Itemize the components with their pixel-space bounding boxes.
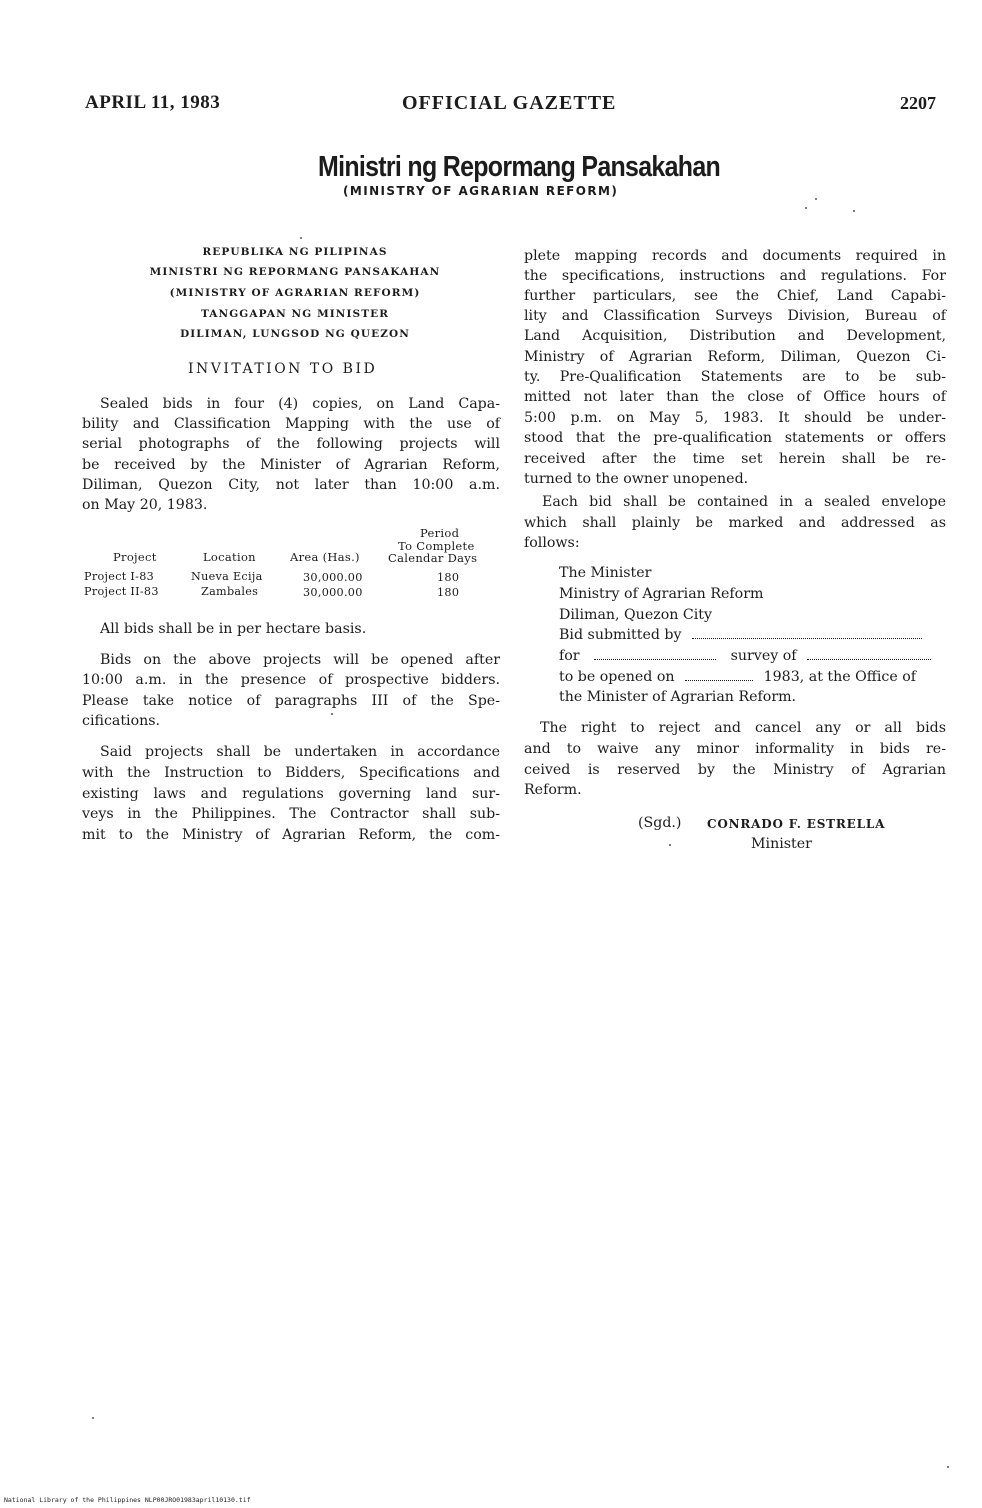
paragraph-line: Sealed bids in four (4) copies, on Land Capa- bbox=[100, 396, 500, 412]
paragraph-line: received after the time set herein shall be re- bbox=[524, 451, 946, 467]
submitted-by-label: Bid submitted by bbox=[559, 627, 682, 643]
address-line: The Minister bbox=[559, 565, 652, 581]
paragraph-line: Bids on the above projects will be opened after bbox=[100, 652, 500, 668]
paragraph-line: plete mapping records and documents required in bbox=[524, 248, 946, 264]
opened-on-label: to be opened on bbox=[559, 669, 675, 685]
address-line: Ministry of Agrarian Reform bbox=[559, 586, 764, 602]
paragraph-line: 10:00 a.m. in the presence of prospective bidders. bbox=[82, 672, 500, 688]
paragraph-line: Said projects shall be undertaken in accordance bbox=[100, 744, 500, 760]
page-number: 2207 bbox=[900, 93, 936, 113]
address-line: the Minister of Agrarian Reform. bbox=[559, 689, 797, 705]
paragraph-line: The right to reject and cancel any or all bids bbox=[540, 720, 946, 736]
paragraph-line: cifications. bbox=[82, 713, 161, 729]
table-header-area: Area (Has.) bbox=[290, 550, 360, 564]
table-cell: Nueva Ecija bbox=[191, 570, 263, 583]
paragraph-line: on May 20, 1983. bbox=[82, 497, 208, 513]
paragraph-line: mitted not later than the close of Office hours of bbox=[524, 389, 946, 405]
signatory-title: Minister bbox=[751, 836, 812, 852]
ministry-title: Ministri ng Repormang Pansakahan bbox=[318, 151, 721, 183]
paragraph-line: Diliman, Quezon City, not later than 10:00 a.m. bbox=[82, 477, 500, 493]
paragraph-line: with the Instruction to Bidders, Specifications and bbox=[82, 765, 500, 781]
issuer-line: TANGGAPAN NG MINISTER bbox=[200, 308, 390, 320]
paragraph-line: Reform. bbox=[524, 782, 582, 798]
table-cell: 30,000.00 bbox=[303, 586, 363, 599]
paragraph-line: follows: bbox=[524, 535, 580, 551]
ministry-subtitle: (MINISTRY OF AGRARIAN REFORM) bbox=[343, 184, 619, 198]
issue-date: APRIL 11, 1983 bbox=[85, 92, 221, 113]
notice-heading: INVITATION TO BID bbox=[188, 361, 378, 377]
paragraph-line: All bids shall be in per hectare basis. bbox=[100, 621, 367, 637]
issuer-line: MINISTRI NG REPORMANG PANSAKAHAN bbox=[149, 266, 441, 278]
table-cell: Project I-83 bbox=[84, 570, 155, 583]
paragraph-line: Each bid shall be contained in a sealed envelope bbox=[542, 494, 946, 510]
table-cell: 180 bbox=[437, 571, 460, 584]
address-line bbox=[559, 627, 922, 643]
publication-title: OFFICIAL GAZETTE bbox=[402, 92, 617, 114]
paragraph-line: bility and Classification Mapping with the use of bbox=[82, 416, 500, 432]
address-line bbox=[559, 669, 916, 685]
for-label: for bbox=[559, 648, 580, 664]
signatory-name: CONRADO F. ESTRELLA bbox=[707, 817, 886, 831]
paragraph-line: ceived is reserved by the Ministry of Agrarian bbox=[524, 762, 946, 778]
paragraph-line: existing laws and regulations governing land sur- bbox=[82, 786, 500, 802]
paragraph-line: veys in the Philippines. The Contractor shall sub- bbox=[82, 806, 500, 822]
paragraph-line: further particulars, see the Chief, Land Capabi- bbox=[524, 288, 946, 304]
issuer-line: REPUBLIKA NG PILIPINAS bbox=[202, 246, 388, 258]
table-header-period: To Complete bbox=[398, 539, 475, 553]
issuer-line: DILIMAN, LUNGSOD NG QUEZON bbox=[180, 328, 410, 340]
paragraph-line: ty. Pre-Qualification Statements are to be sub- bbox=[524, 369, 946, 385]
paragraph-line: Land Acquisition, Distribution and Development, bbox=[524, 328, 946, 344]
table-cell: Zambales bbox=[201, 585, 259, 598]
paragraph-line: Please take notice of paragraphs III of the Spe- bbox=[82, 693, 500, 709]
address-line: Diliman, Quezon City bbox=[559, 607, 712, 623]
paragraph-line: which shall plainly be marked and addressed as bbox=[524, 515, 946, 531]
paragraph-line: lity and Classification Surveys Division, Bureau of bbox=[524, 308, 946, 324]
paragraph-line: serial photographs of the following projects will bbox=[82, 436, 500, 452]
table-header-project: Project bbox=[113, 550, 157, 564]
table-cell: Project II-83 bbox=[84, 585, 159, 598]
table-cell: 180 bbox=[437, 586, 460, 599]
paragraph-line: turned to the owner unopened. bbox=[524, 471, 749, 487]
paragraph-line: be received by the Minister of Agrarian Reform, bbox=[82, 457, 500, 473]
paragraph-line: and to waive any minor informality in bids re- bbox=[524, 741, 946, 757]
table-cell: 30,000.00 bbox=[303, 571, 363, 584]
opened-year: 1983, at the Office of bbox=[763, 669, 917, 685]
issuer-line: (MINISTRY OF AGRARIAN REFORM) bbox=[169, 287, 421, 299]
paragraph-line: mit to the Ministry of Agrarian Reform, the com- bbox=[82, 827, 500, 843]
opened-on-blank bbox=[685, 680, 753, 681]
paragraph-line: Ministry of Agrarian Reform, Diliman, Quezon Ci- bbox=[524, 349, 946, 365]
paragraph-line: stood that the pre-qualification statements or offers bbox=[524, 430, 946, 446]
table-header-period: Period bbox=[420, 526, 460, 540]
sgd-mark: (Sgd.) bbox=[638, 815, 682, 831]
paragraph-line: the specifications, instructions and regulations. For bbox=[524, 268, 946, 284]
for-blank bbox=[594, 659, 716, 660]
scan-source-footer: National Library of the Philippines NLP00JRO01983april10130.tif bbox=[4, 1496, 251, 1504]
table-header-period: Calendar Days bbox=[388, 551, 478, 565]
address-line bbox=[559, 648, 931, 664]
survey-of-blank bbox=[807, 659, 931, 660]
paragraph-line: 5:00 p.m. on May 5, 1983. It should be under- bbox=[524, 410, 946, 426]
survey-of-label: survey of bbox=[730, 648, 797, 664]
submitted-by-blank bbox=[692, 638, 922, 639]
table-header-location: Location bbox=[203, 550, 256, 564]
